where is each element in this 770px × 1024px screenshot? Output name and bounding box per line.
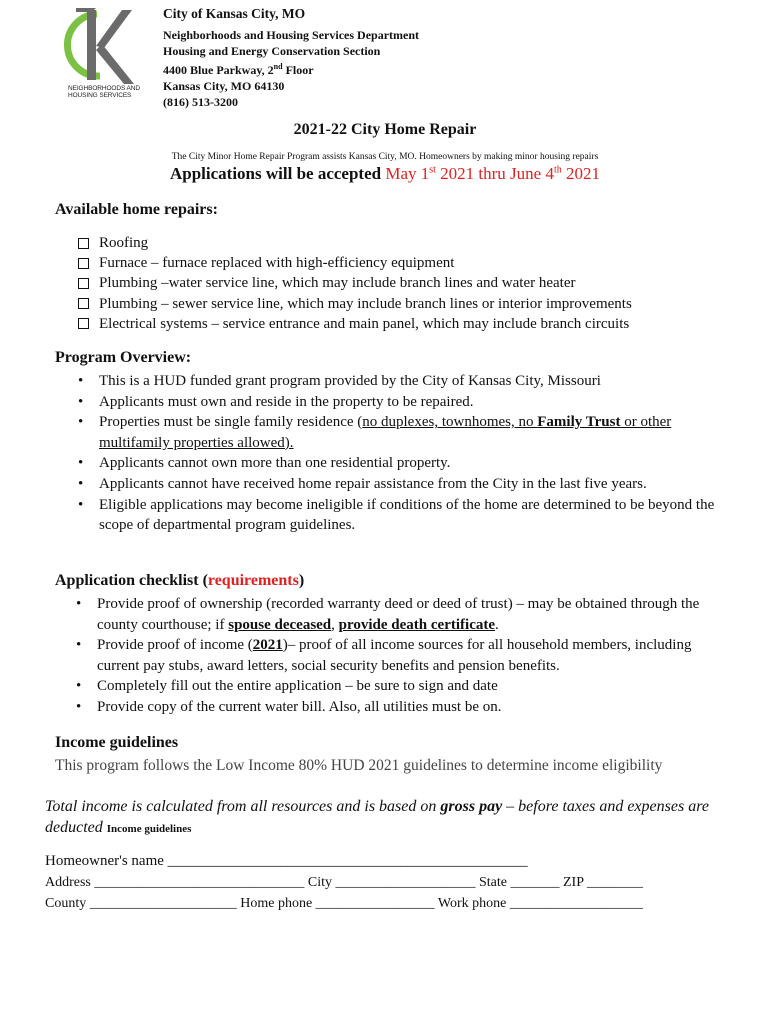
city-zip: Kansas City, MO 64130 [163,79,285,93]
list-item: • Applicants cannot own more than one residential property. [78,453,718,474]
list-item: • Applicants cannot have received home repair assistance from the City in the last five years. [78,474,718,495]
street-address-text: 4400 Blue Parkway, 2 [163,63,274,77]
restriction-part: or other multifamily properties allowed). [99,414,672,451]
checkbox[interactable] [78,278,89,289]
income-note-text: Total income is calculated from all resources and is based on [45,798,441,815]
page-title: 2021-22 City Home Repair [293,121,477,138]
city-name: City of Kansas City, MO [163,6,306,21]
list-item: • This is a HUD funded grant program provided by the City of Kansas City, Missouri [78,371,718,392]
requirement-emphasis: spouse deceased [228,616,332,633]
ordinal-suffix: th [553,164,562,176]
overview-list [78,371,718,536]
list-item [76,635,716,676]
list-item: • Completely fill out the entire application – be sure to sign and date [76,676,716,697]
income-note-text: – before taxes and expenses are deducted [45,798,709,836]
date-end: 2021 [561,164,600,183]
year-emphasis: 2021 [252,637,283,654]
income-note-emphasis: gross pay [440,798,503,815]
logo-caption-line: NEIGHBORHOODS AND [68,85,140,92]
section-name: Housing and Energy Conservation Section [163,44,381,58]
list-item: • Eligible applications may become ineligible if conditions of the home are determined to be beyond the scope of departmental program guidelines. [78,495,718,536]
date-start: May 1 [385,164,430,183]
list-item [78,233,632,253]
list-item [76,594,716,635]
checklist-heading-text: Application checklist ( [55,572,208,589]
income-heading: Income guidelines [55,734,179,751]
application-dates-lead: Applications will be accepted [169,164,386,183]
list-item-label: Electrical systems – service entrance and main panel, which may include branch circuits [99,315,630,332]
street-address [163,59,419,78]
checklist-heading-end: ) [298,572,305,589]
ordinal-suffix: st [429,164,436,176]
date-mid: 2021 thru June 4 [435,164,554,183]
list-item [78,273,632,293]
list-item-text: Properties must be single family residence ( [99,414,363,431]
requirement-emphasis: provide death certificate [338,616,495,633]
income-note-label: Income guidelines [106,823,192,835]
checkbox[interactable] [78,258,89,269]
address-fields[interactable]: Address ______________________________ City ____________________ State _______ ZIP ________ [45,875,643,890]
homeowner-name-field[interactable]: Homeowner's name ________________________________________________ [45,853,528,869]
date-range [385,164,600,183]
ordinal-suffix: nd [273,62,283,71]
list-item-label: Roofing [99,235,149,251]
list-item [78,412,718,453]
repairs-list [78,233,632,334]
overview-heading: Program Overview: [55,349,192,366]
street-address-rest: Floor [282,63,314,77]
application-dates [0,164,770,184]
income-paragraph: This program follows the Low Income 80% HUD 2021 guidelines to determine income eligibility [55,757,663,774]
list-item-end: )– proof of all income sources for all household members, including current pay stubs, award letters, social security benefits and pension benefits. [97,637,692,674]
list-item-label: Plumbing – sewer service line, which may include branch lines or interior improvements [99,295,632,312]
phone-number: (816) 513-3200 [163,95,238,109]
list-item-text: Provide proof of ownership (recorded warranty deed or deed of trust) – may be obtained through the county courthouse; if [97,596,700,633]
list-item [78,314,632,334]
list-item: • Provide copy of the current water bill. Also, all utilities must be on. [76,697,716,718]
list-item-label: Furnace – furnace replaced with high-efficiency equipment [99,255,455,272]
list-item-end: . [495,616,499,633]
restriction-part: no duplexes, townhomes, no [362,414,538,431]
checklist-list [76,594,716,718]
logo-caption-line: HOUSING SERVICES [68,92,132,99]
list-item [78,253,632,273]
list-item-label: Plumbing –water service line, which may include branch lines and water heater [99,275,576,292]
list-item: • Applicants must own and reside in the property to be repaired. [78,392,718,413]
department-header [163,6,419,110]
department-name: Neighborhoods and Housing Services Department [163,28,420,42]
checkbox[interactable] [78,238,89,249]
contact-fields[interactable]: County _____________________ Home phone _________________ Work phone ___________________ [45,896,643,911]
restriction-emphasis: Family Trust [537,414,621,431]
checkbox[interactable] [78,318,89,329]
repairs-heading: Available home repairs: [55,201,218,218]
income-note [45,796,735,840]
program-tagline: The City Minor Home Repair Program assists Kansas City, MO. Homeowners by making minor housing repairs [171,152,599,162]
list-item-text: Provide proof of income ( [97,637,253,654]
checklist-heading [55,572,304,590]
separator: , [331,616,339,633]
checkbox[interactable] [78,298,89,309]
logo-caption [68,85,148,99]
checklist-heading-emphasis: requirements [207,572,299,589]
list-item [78,294,632,314]
